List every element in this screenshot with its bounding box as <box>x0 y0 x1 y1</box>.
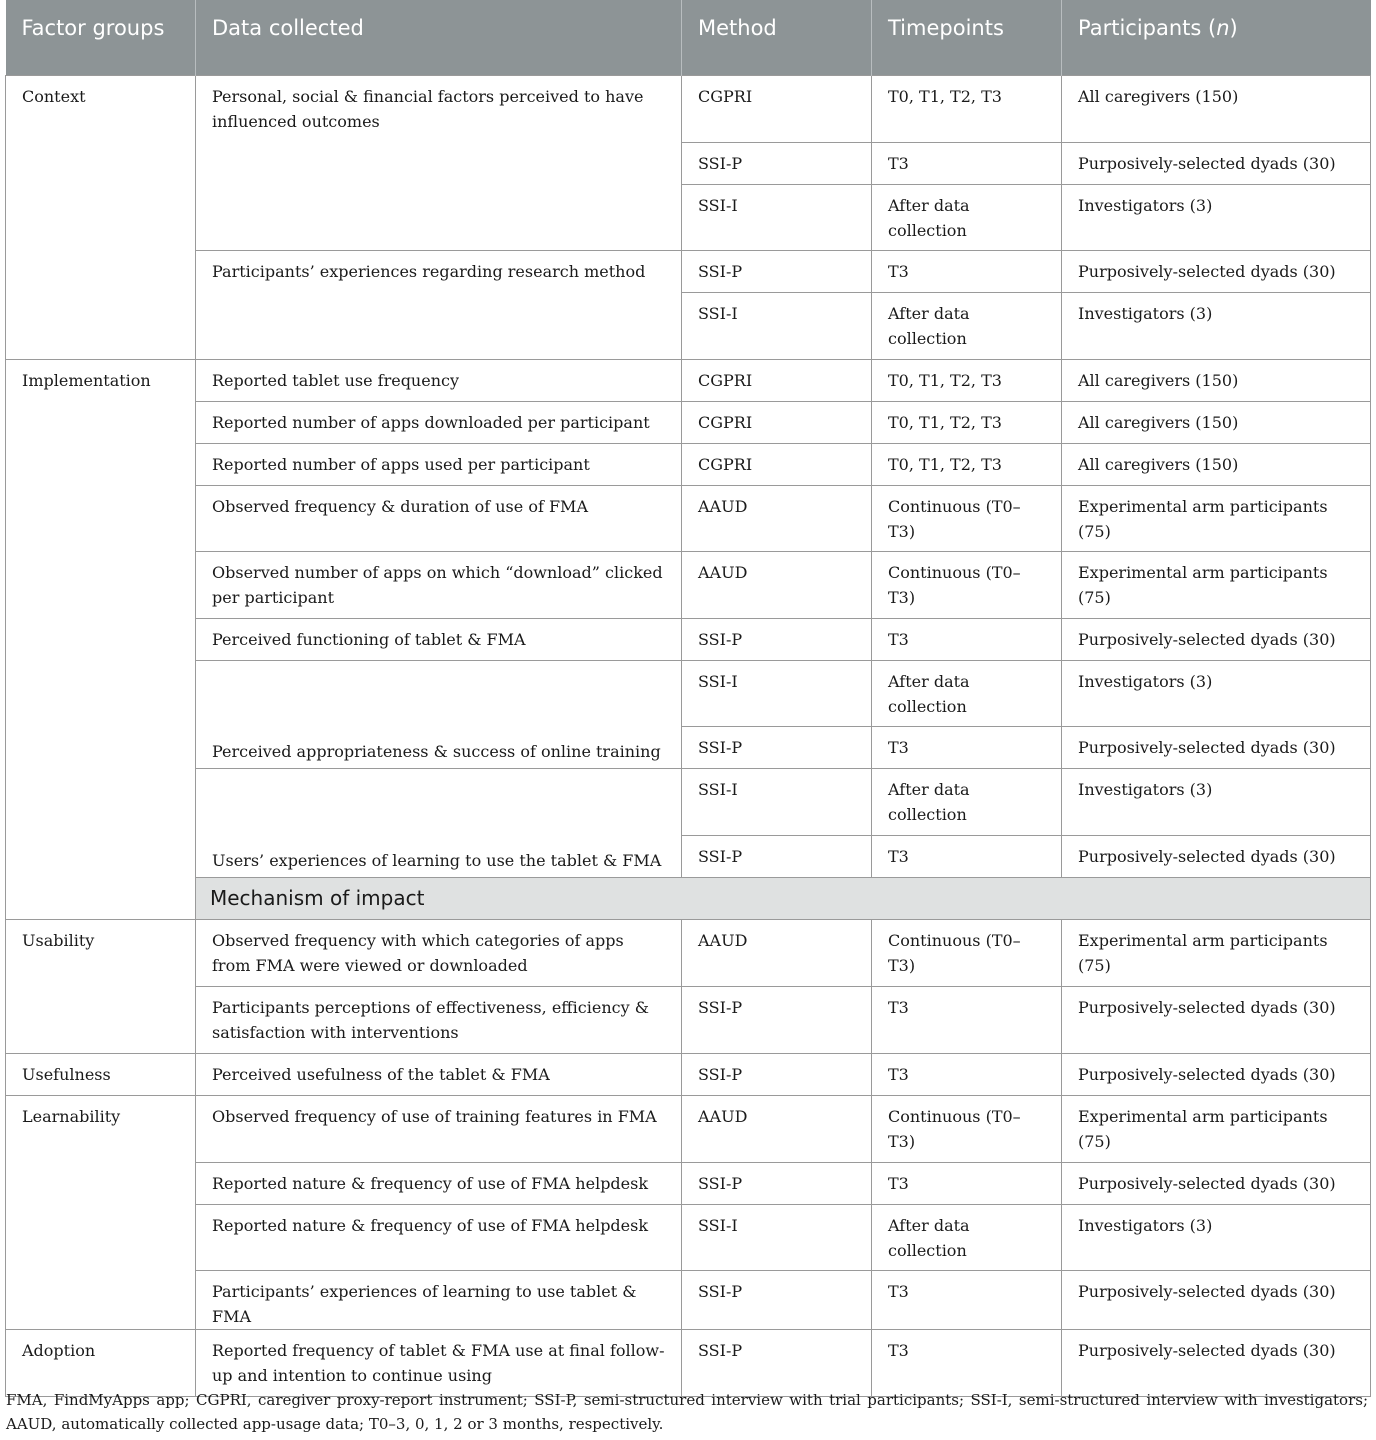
method-cell: SSI-P <box>682 726 872 768</box>
timepoints-cell: After data collection <box>872 660 1062 726</box>
timepoints-cell: After data collection <box>872 292 1062 359</box>
timepoints-cell: T3 <box>872 1270 1062 1329</box>
method-cell: SSI-P <box>682 1053 872 1095</box>
header-data-collected: Data collected <box>196 0 682 75</box>
method-cell: SSI-P <box>682 986 872 1053</box>
table-row <box>6 485 1371 551</box>
participants-cell: All caregivers (150) <box>1062 75 1371 142</box>
table-row <box>6 660 1371 726</box>
timepoints-cell: T3 <box>872 250 1062 292</box>
data-collected-cell: Perceived usefulness of the tablet & FMA <box>196 1053 682 1095</box>
timepoints-cell: T3 <box>872 618 1062 660</box>
method-cell: SSI-P <box>682 835 872 877</box>
timepoints-cell: After data collection <box>872 184 1062 250</box>
participants-cell: Purposively-selected dyads (30) <box>1062 250 1371 292</box>
table-row <box>6 1329 1371 1396</box>
header-method: Method <box>682 0 872 75</box>
header-timepoints: Timepoints <box>872 0 1062 75</box>
method-cell: AAUD <box>682 919 872 986</box>
participants-cell: Investigators (3) <box>1062 660 1371 726</box>
timepoints-cell: Continuous (T0–T3) <box>872 551 1062 618</box>
table-row <box>6 618 1371 660</box>
participants-cell: Experimental arm participants (75) <box>1062 485 1371 551</box>
header-participants-n: n <box>1216 16 1230 40</box>
timepoints-cell: Continuous (T0–T3) <box>872 485 1062 551</box>
participants-cell: Purposively-selected dyads (30) <box>1062 1270 1371 1329</box>
method-cell: AAUD <box>682 485 872 551</box>
data-collected-cell: Observed number of apps on which “download” clicked per participant <box>196 551 682 618</box>
section-mechanism-of-impact: Mechanism of impact <box>196 877 1371 919</box>
table-row <box>6 1270 1371 1329</box>
participants-cell: Investigators (3) <box>1062 292 1371 359</box>
participants-cell: All caregivers (150) <box>1062 401 1371 443</box>
table-row <box>6 250 1371 292</box>
factor-group-implementation: Implementation <box>6 359 196 919</box>
participants-cell: All caregivers (150) <box>1062 359 1371 401</box>
participants-cell: Investigators (3) <box>1062 184 1371 250</box>
participants-cell: Purposively-selected dyads (30) <box>1062 618 1371 660</box>
factor-group-context: Context <box>6 75 196 359</box>
timepoints-cell: T3 <box>872 1162 1062 1204</box>
timepoints-cell: T0, T1, T2, T3 <box>872 401 1062 443</box>
data-collected-cell: Reported nature & frequency of use of FMA helpdesk <box>196 1204 682 1270</box>
method-cell: AAUD <box>682 1095 872 1162</box>
factor-group-adoption: Adoption <box>6 1329 196 1396</box>
data-collected-cell: Observed frequency of use of training features in FMA <box>196 1095 682 1162</box>
timepoints-cell: T0, T1, T2, T3 <box>872 359 1062 401</box>
participants-cell: Experimental arm participants (75) <box>1062 551 1371 618</box>
table-row <box>6 768 1371 835</box>
table-row <box>6 1095 1371 1162</box>
participants-cell: Purposively-selected dyads (30) <box>1062 726 1371 768</box>
method-cell: SSI-I <box>682 292 872 359</box>
timepoints-cell: Continuous (T0–T3) <box>872 919 1062 986</box>
section-row <box>6 877 1371 919</box>
participants-cell: Investigators (3) <box>1062 1204 1371 1270</box>
data-collected-cell: Observed frequency & duration of use of FMA <box>196 485 682 551</box>
table-row <box>6 359 1371 401</box>
data-collected-cell: Perceived appropriateness & success of online training <box>196 660 682 768</box>
participants-cell: Investigators (3) <box>1062 768 1371 835</box>
table-row <box>6 986 1371 1053</box>
participants-cell: Purposively-selected dyads (30) <box>1062 142 1371 184</box>
participants-cell: Purposively-selected dyads (30) <box>1062 1329 1371 1396</box>
participants-cell: Purposively-selected dyads (30) <box>1062 986 1371 1053</box>
method-cell: SSI-I <box>682 184 872 250</box>
data-collected-cell: Personal, social & financial factors perceived to have influenced outcomes <box>196 75 682 250</box>
method-cell: SSI-I <box>682 660 872 726</box>
method-cell: SSI-P <box>682 618 872 660</box>
table-row <box>6 1162 1371 1204</box>
participants-cell: Purposively-selected dyads (30) <box>1062 835 1371 877</box>
table-row <box>6 919 1371 986</box>
timepoints-cell: After data collection <box>872 768 1062 835</box>
table-row <box>6 1204 1371 1270</box>
participants-cell: Experimental arm participants (75) <box>1062 1095 1371 1162</box>
method-cell: SSI-I <box>682 768 872 835</box>
data-collected-cell: Participants’ experiences regarding research method <box>196 250 682 359</box>
timepoints-cell: T3 <box>872 986 1062 1053</box>
participants-cell: Purposively-selected dyads (30) <box>1062 1162 1371 1204</box>
method-cell: SSI-P <box>682 1329 872 1396</box>
method-cell: AAUD <box>682 551 872 618</box>
table-row <box>6 75 1371 142</box>
method-cell: CGPRI <box>682 401 872 443</box>
header-participants <box>1062 0 1371 75</box>
timepoints-cell: T3 <box>872 142 1062 184</box>
timepoints-cell: Continuous (T0–T3) <box>872 1095 1062 1162</box>
factor-group-usability: Usability <box>6 919 196 1053</box>
data-collected-cell: Participants’ experiences of learning to use tablet & FMA <box>196 1270 682 1329</box>
method-cell: CGPRI <box>682 359 872 401</box>
data-collected-cell: Reported nature & frequency of use of FMA helpdesk <box>196 1162 682 1204</box>
table-row <box>6 443 1371 485</box>
method-cell: CGPRI <box>682 75 872 142</box>
method-cell: SSI-P <box>682 250 872 292</box>
factor-group-learnability: Learnability <box>6 1095 196 1329</box>
data-collected-cell: Reported number of apps used per participant <box>196 443 682 485</box>
data-collected-cell: Perceived functioning of tablet & FMA <box>196 618 682 660</box>
data-collected-cell: Observed frequency with which categories of apps from FMA were viewed or downloaded <box>196 919 682 986</box>
participants-cell: All caregivers (150) <box>1062 443 1371 485</box>
data-collected-cell: Reported tablet use frequency <box>196 359 682 401</box>
data-collected-cell: Participants perceptions of effectiveness, efficiency & satisfaction with interventions <box>196 986 682 1053</box>
table-footnote: FMA, FindMyApps app; CGPRI, caregiver proxy-report instrument; SSI-P, semi-structured interview with trial participants; SSI-I, semi-structured interview with investigators; AAUD, automatically collected app-usage data; T0–3, 0, 1, 2 or 3 months, respectively. <box>6 1391 1368 1433</box>
table-row <box>6 401 1371 443</box>
timepoints-cell: T0, T1, T2, T3 <box>872 443 1062 485</box>
method-cell: SSI-P <box>682 1270 872 1329</box>
data-collected-cell: Reported number of apps downloaded per participant <box>196 401 682 443</box>
header-participants-label: Participants ( <box>1078 16 1217 40</box>
method-cell: SSI-I <box>682 1204 872 1270</box>
header-factor-groups: Factor groups <box>6 0 196 75</box>
data-collected-cell: Users’ experiences of learning to use the tablet & FMA <box>196 768 682 877</box>
timepoints-cell: T0, T1, T2, T3 <box>872 75 1062 142</box>
factor-group-usefulness: Usefulness <box>6 1053 196 1095</box>
method-cell: SSI-P <box>682 1162 872 1204</box>
timepoints-cell: T3 <box>872 835 1062 877</box>
data-collected-cell: Reported frequency of tablet & FMA use at final follow-up and intention to continue using <box>196 1329 682 1396</box>
timepoints-cell: T3 <box>872 1329 1062 1396</box>
timepoints-cell: T3 <box>872 1053 1062 1095</box>
timepoints-cell: T3 <box>872 726 1062 768</box>
method-cell: CGPRI <box>682 443 872 485</box>
data-collection-table <box>5 0 1371 1397</box>
table-row <box>6 551 1371 618</box>
table-row <box>6 1053 1371 1095</box>
method-cell: SSI-P <box>682 142 872 184</box>
participants-cell: Experimental arm participants (75) <box>1062 919 1371 986</box>
header-participants-close: ) <box>1229 16 1238 40</box>
header-row <box>6 0 1371 75</box>
timepoints-cell: After data collection <box>872 1204 1062 1270</box>
participants-cell: Purposively-selected dyads (30) <box>1062 1053 1371 1095</box>
